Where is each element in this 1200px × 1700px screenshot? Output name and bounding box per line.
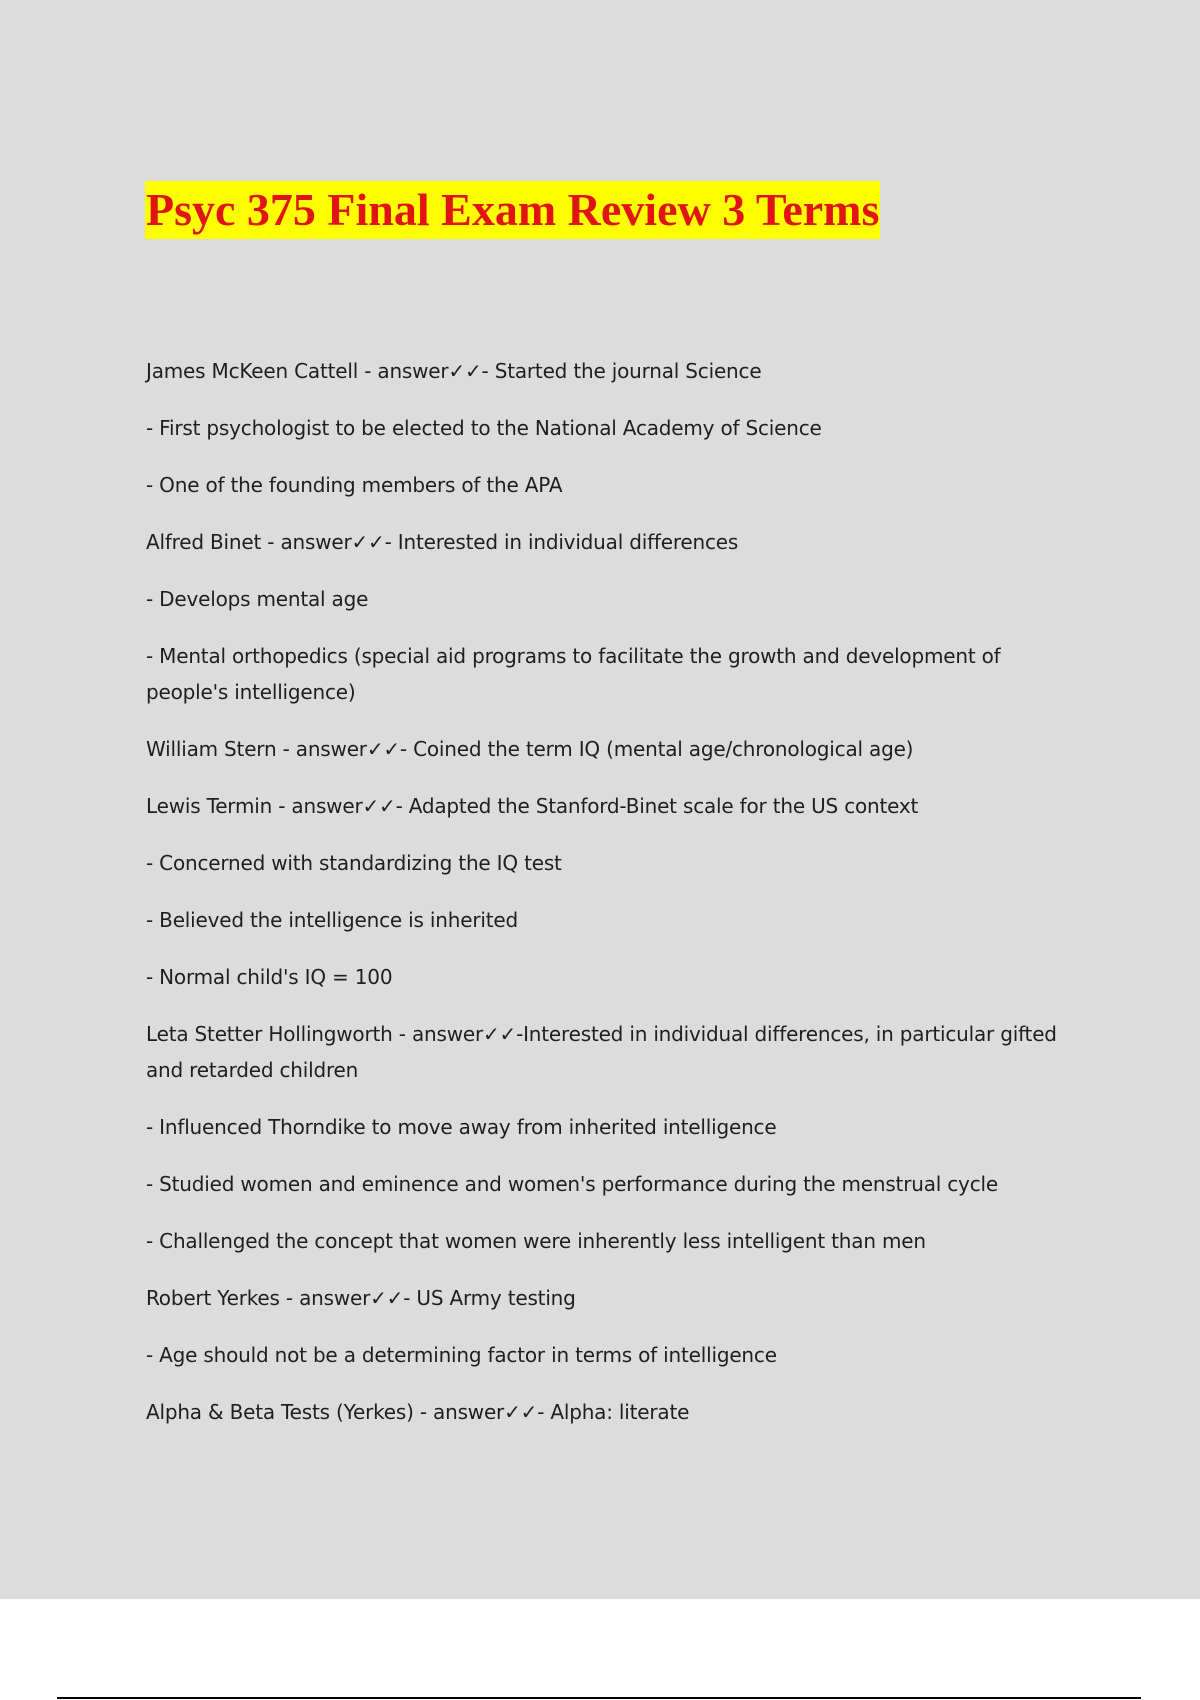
term-line: Lewis Termin - answer✓✓- Adapted the Stanford-Binet scale for the US context <box>146 794 919 818</box>
term-line: Robert Yerkes - answer✓✓- US Army testing <box>146 1286 576 1310</box>
term-line: William Stern - answer✓✓- Coined the term IQ (mental age/chronological age) <box>146 737 914 761</box>
term-line: - Normal child's IQ = 100 <box>146 965 393 989</box>
term-line: - Challenged the concept that women were inherently less intelligent than men <box>146 1229 926 1253</box>
term-line: - Believed the intelligence is inherited <box>146 908 518 932</box>
term-line: - Influenced Thorndike to move away from inherited intelligence <box>146 1115 777 1139</box>
term-line: - Studied women and eminence and women's performance during the menstrual cycle <box>146 1172 998 1196</box>
term-line: - Develops mental age <box>146 587 369 611</box>
term-line: - Age should not be a determining factor in terms of intelligence <box>146 1343 777 1367</box>
term-line: Alfred Binet - answer✓✓- Interested in individual differences <box>146 530 739 554</box>
term-line: Alpha & Beta Tests (Yerkes) - answer✓✓- Alpha: literate <box>146 1400 690 1424</box>
term-line: - Mental orthopedics (special aid programs to facilitate the growth and development of people's intelligence) <box>146 644 1001 704</box>
term-line: - One of the founding members of the APA <box>146 473 563 497</box>
term-line: Leta Stetter Hollingworth - answer✓✓-Interested in individual differences, in particular gifted and retarded children <box>146 1022 1057 1082</box>
term-line: - First psychologist to be elected to the National Academy of Science <box>146 416 822 440</box>
page-title: Psyc 375 Final Exam Review 3 Terms <box>145 181 880 239</box>
term-line: - Concerned with standardizing the IQ test <box>146 851 562 875</box>
term-line: James McKeen Cattell - answer✓✓- Started the journal Science <box>146 359 762 383</box>
footer-divider <box>57 1697 1141 1699</box>
review-terms-list <box>146 353 1086 1451</box>
